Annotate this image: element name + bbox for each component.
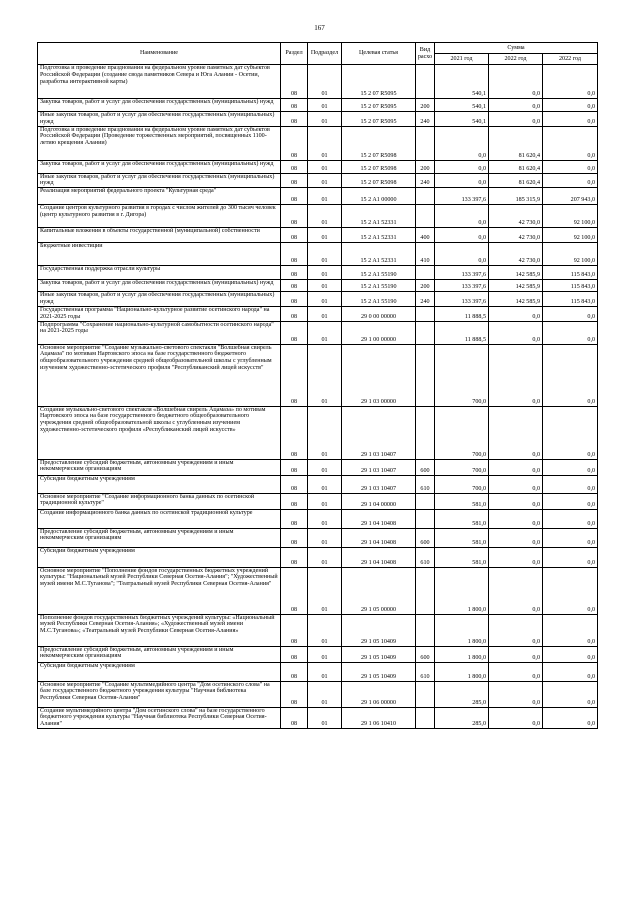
- row-section: 08: [281, 681, 308, 707]
- row-sum-2022: 0,0: [489, 406, 543, 459]
- row-sum-2022: 0,0: [489, 547, 543, 567]
- row-target-article: 29 1 05 10409: [342, 662, 416, 681]
- row-name: Создание центров культурного развития в городах с числом жителей до 300 тысяч человек (центр культурного развития в г. Дигора): [38, 205, 281, 228]
- table-row: [38, 344, 598, 406]
- row-subsection: 01: [308, 306, 342, 321]
- row-expense-type: [416, 205, 435, 228]
- row-section: 08: [281, 188, 308, 205]
- row-target-article: 15 2 A1 55190: [342, 280, 416, 292]
- row-sum-2022: 0,0: [489, 99, 543, 112]
- row-target-article: 29 1 03 00000: [342, 344, 416, 406]
- row-subsection: 01: [308, 160, 342, 173]
- row-name: Субсидии бюджетным учреждениям: [38, 547, 281, 567]
- row-subsection: 01: [308, 112, 342, 127]
- header-sum: Сумма: [435, 43, 598, 54]
- row-subsection: 01: [308, 280, 342, 292]
- row-target-article: 29 1 05 00000: [342, 567, 416, 614]
- row-target-article: 29 1 04 10408: [342, 528, 416, 547]
- row-subsection: 01: [308, 646, 342, 662]
- row-section: 08: [281, 280, 308, 292]
- row-sum-2021: 133 397,6: [435, 280, 489, 292]
- row-sum-2022b: 0,0: [543, 459, 598, 475]
- row-name: Субсидии бюджетным учреждениям: [38, 662, 281, 681]
- row-sum-2022: 0,0: [489, 646, 543, 662]
- row-sum-2021: 540,1: [435, 99, 489, 112]
- row-subsection: 01: [308, 614, 342, 646]
- row-sum-2022b: 0,0: [543, 707, 598, 728]
- row-expense-type: [416, 707, 435, 728]
- row-section: 08: [281, 173, 308, 188]
- row-sum-2021: 700,0: [435, 475, 489, 493]
- header-target: Целевая статья: [342, 43, 416, 65]
- row-sum-2022b: 0,0: [543, 547, 598, 567]
- budget-table: [37, 42, 598, 729]
- row-sum-2022b: 0,0: [543, 160, 598, 173]
- row-expense-type: 610: [416, 475, 435, 493]
- row-sum-2021: 133 397,6: [435, 266, 489, 280]
- row-subsection: 01: [308, 243, 342, 266]
- row-target-article: 15 2 07 R5098: [342, 126, 416, 160]
- row-subsection: 01: [308, 65, 342, 99]
- row-target-article: 15 2 07 R5098: [342, 173, 416, 188]
- row-section: 08: [281, 228, 308, 243]
- row-sum-2022b: 0,0: [543, 406, 598, 459]
- row-sum-2022: 0,0: [489, 459, 543, 475]
- row-expense-type: [416, 567, 435, 614]
- header-subsection: Подраздел: [308, 43, 342, 65]
- row-sum-2022: 42 730,0: [489, 228, 543, 243]
- header-section: Раздел: [281, 43, 308, 65]
- row-sum-2021: 11 888,5: [435, 321, 489, 344]
- row-sum-2022b: 0,0: [543, 567, 598, 614]
- row-name: Предоставление субсидий бюджетным, автономным учреждениям и иным некоммерческим организациям: [38, 646, 281, 662]
- row-sum-2022b: 0,0: [543, 528, 598, 547]
- row-section: 08: [281, 493, 308, 509]
- row-section: 08: [281, 243, 308, 266]
- row-subsection: 01: [308, 493, 342, 509]
- page-number: 167: [314, 24, 325, 32]
- row-target-article: 29 1 05 10409: [342, 646, 416, 662]
- row-section: 08: [281, 292, 308, 307]
- row-name: Подготовка и проведение празднования на федеральном уровне памятных дат субъектов Российской Федерации (создание свода памятников Севера и Юга Алании - Осетии, разработка интерактивной карты): [38, 65, 281, 99]
- table-row: [38, 614, 598, 646]
- row-sum-2022: 0,0: [489, 493, 543, 509]
- row-sum-2022b: 207 943,0: [543, 188, 598, 205]
- row-sum-2021: 540,1: [435, 65, 489, 99]
- row-subsection: 01: [308, 292, 342, 307]
- row-sum-2021: 0,0: [435, 228, 489, 243]
- table-row: [38, 280, 598, 292]
- row-sum-2021: 11 888,5: [435, 306, 489, 321]
- row-name: Государственная поддержка отрасли культуры: [38, 266, 281, 280]
- row-sum-2022: 81 620,4: [489, 160, 543, 173]
- table-row: [38, 406, 598, 459]
- row-expense-type: 410: [416, 243, 435, 266]
- row-target-article: 15 2 A1 00000: [342, 188, 416, 205]
- row-subsection: 01: [308, 188, 342, 205]
- row-subsection: 01: [308, 567, 342, 614]
- row-sum-2022: 0,0: [489, 475, 543, 493]
- row-sum-2022: 142 585,9: [489, 292, 543, 307]
- row-subsection: 01: [308, 707, 342, 728]
- row-name: Предоставление субсидий бюджетным, автономным учреждениям и иным некоммерческим организациям: [38, 528, 281, 547]
- row-target-article: 15 2 A1 52331: [342, 228, 416, 243]
- row-sum-2022b: 92 100,0: [543, 228, 598, 243]
- row-sum-2022: 142 585,9: [489, 266, 543, 280]
- row-target-article: 29 1 03 10407: [342, 459, 416, 475]
- row-sum-2021: 540,1: [435, 112, 489, 127]
- row-target-article: 15 2 07 R5095: [342, 65, 416, 99]
- row-sum-2022b: 0,0: [543, 493, 598, 509]
- table-row: [38, 266, 598, 280]
- row-target-article: 29 1 03 10407: [342, 475, 416, 493]
- row-sum-2022: 0,0: [489, 707, 543, 728]
- header-name: Наименование: [38, 43, 281, 65]
- row-target-article: 29 0 00 00000: [342, 306, 416, 321]
- row-name: Иные закупки товаров, работ и услуг для обеспечения государственных (муниципальных) нужд: [38, 112, 281, 127]
- row-name: Государственная программа "Национально-культурное развитие осетинского народа" на 2021-2025 годы: [38, 306, 281, 321]
- row-sum-2022b: 115 843,0: [543, 266, 598, 280]
- row-section: 08: [281, 475, 308, 493]
- row-expense-type: [416, 509, 435, 528]
- row-sum-2021: 1 800,0: [435, 646, 489, 662]
- row-sum-2022: 185 315,9: [489, 188, 543, 205]
- row-sum-2022: 0,0: [489, 614, 543, 646]
- row-name: Создание информационного банка данных по осетинской традиционной культуре: [38, 509, 281, 528]
- row-sum-2021: 0,0: [435, 173, 489, 188]
- row-subsection: 01: [308, 228, 342, 243]
- row-sum-2022: 42 730,0: [489, 205, 543, 228]
- row-sum-2022b: 0,0: [543, 112, 598, 127]
- row-name: Подготовка и проведение празднования на федеральном уровне памятных дат субъектов Российской Федерации (Проведение торжественных мероприятий, посвященных 1100-летию крещения Алании): [38, 126, 281, 160]
- table-row: [38, 306, 598, 321]
- row-name: Закупка товаров, работ и услуг для обеспечения государственных (муниципальных) нужд: [38, 280, 281, 292]
- row-target-article: 29 1 03 10407: [342, 406, 416, 459]
- row-section: 08: [281, 547, 308, 567]
- row-sum-2022b: 0,0: [543, 681, 598, 707]
- row-subsection: 01: [308, 406, 342, 459]
- table-row: [38, 681, 598, 707]
- row-sum-2022: 0,0: [489, 681, 543, 707]
- row-section: 08: [281, 99, 308, 112]
- row-expense-type: [416, 65, 435, 99]
- row-target-article: 15 2 A1 52331: [342, 243, 416, 266]
- row-subsection: 01: [308, 662, 342, 681]
- row-name: Основное мероприятие "Пополнение фондов государственных бюджетных учреждений культуры: "Национальный музей Республики Северная Осетия-Алания"; "Художественный музей имени М.С.Туганова"; "Театральный музей Республики Северная Осетия-Алания": [38, 567, 281, 614]
- row-target-article: 15 2 A1 55190: [342, 266, 416, 280]
- table-row: [38, 493, 598, 509]
- row-sum-2022b: 92 100,0: [543, 243, 598, 266]
- row-sum-2021: 133 397,6: [435, 292, 489, 307]
- row-sum-2021: 285,0: [435, 681, 489, 707]
- table-row: [38, 662, 598, 681]
- row-expense-type: [416, 614, 435, 646]
- row-sum-2022b: 0,0: [543, 321, 598, 344]
- row-section: 08: [281, 112, 308, 127]
- row-sum-2022: 81 620,4: [489, 126, 543, 160]
- row-sum-2022b: 0,0: [543, 99, 598, 112]
- row-name: Закупка товаров, работ и услуг для обеспечения государственных (муниципальных) нужд: [38, 160, 281, 173]
- row-subsection: 01: [308, 475, 342, 493]
- table-row: [38, 509, 598, 528]
- header-year-2022b: 2022 год: [543, 54, 598, 65]
- row-expense-type: 240: [416, 112, 435, 127]
- row-sum-2022b: 0,0: [543, 662, 598, 681]
- row-name: Реализация мероприятий федерального проекта "Культурная среда": [38, 188, 281, 205]
- row-sum-2022: 0,0: [489, 528, 543, 547]
- row-sum-2022b: 0,0: [543, 614, 598, 646]
- table-row: [38, 547, 598, 567]
- row-sum-2022b: 115 843,0: [543, 292, 598, 307]
- row-sum-2022b: 0,0: [543, 173, 598, 188]
- row-expense-type: [416, 493, 435, 509]
- row-subsection: 01: [308, 266, 342, 280]
- row-section: 08: [281, 160, 308, 173]
- row-name: Закупка товаров, работ и услуг для обеспечения государственных (муниципальных) нужд: [38, 99, 281, 112]
- row-section: 08: [281, 406, 308, 459]
- row-sum-2022: 0,0: [489, 65, 543, 99]
- table-row: [38, 243, 598, 266]
- row-sum-2022: 0,0: [489, 509, 543, 528]
- table-row: [38, 528, 598, 547]
- row-expense-type: 200: [416, 99, 435, 112]
- row-target-article: 15 2 A1 52331: [342, 205, 416, 228]
- table-row: [38, 173, 598, 188]
- row-expense-type: 610: [416, 662, 435, 681]
- table-row: [38, 112, 598, 127]
- row-target-article: 15 2 07 R5098: [342, 160, 416, 173]
- row-sum-2021: 285,0: [435, 707, 489, 728]
- row-section: 08: [281, 321, 308, 344]
- row-sum-2022: 0,0: [489, 321, 543, 344]
- row-name: Субсидии бюджетным учреждениям: [38, 475, 281, 493]
- row-subsection: 01: [308, 528, 342, 547]
- row-target-article: 29 1 04 00000: [342, 493, 416, 509]
- row-sum-2022: 0,0: [489, 662, 543, 681]
- row-sum-2022: 81 620,4: [489, 173, 543, 188]
- row-target-article: 29 1 06 00000: [342, 681, 416, 707]
- row-name: Пополнение фондов государственных бюджетных учреждений культуры: «Национальный музей Республики Северная Осетия-Алания»; «Художественный музей имени М.С.Туганова»; «Театральный музей Республики Северная Осетия-Алания»: [38, 614, 281, 646]
- table-row: [38, 646, 598, 662]
- row-sum-2022b: 0,0: [543, 509, 598, 528]
- row-name: Создание мультимедийного центра "Дом осетинского слова" на базе государственного бюджетного учреждения культуры "Научная библиотека Республики Северная Осетия-Алания": [38, 707, 281, 728]
- row-name: Предоставление субсидий бюджетным, автономным учреждениям и иным некоммерческим организациям: [38, 459, 281, 475]
- row-target-article: 15 2 A1 55190: [342, 292, 416, 307]
- row-subsection: 01: [308, 126, 342, 160]
- row-expense-type: [416, 406, 435, 459]
- row-expense-type: 240: [416, 173, 435, 188]
- row-name: Создание музыкально-светового спектакля «Волшебная свирель Ацамаза» по мотивам Нартовского эпоса на базе государственного бюджетного общеобразовательного учреждения средней общеобразовательной школы с углубленным изучением художественно-эстетического профиля «Республиканский лицей искусств»: [38, 406, 281, 459]
- row-subsection: 01: [308, 321, 342, 344]
- row-section: 08: [281, 266, 308, 280]
- row-expense-type: 600: [416, 528, 435, 547]
- row-expense-type: 400: [416, 228, 435, 243]
- row-expense-type: 600: [416, 646, 435, 662]
- row-sum-2021: 581,0: [435, 493, 489, 509]
- row-target-article: 29 1 04 10408: [342, 509, 416, 528]
- row-name: Основное мероприятие "Создание информационного банка данных по осетинской традиционной культуре": [38, 493, 281, 509]
- row-sum-2021: 0,0: [435, 160, 489, 173]
- row-sum-2021: 1 800,0: [435, 614, 489, 646]
- row-target-article: 29 1 06 10410: [342, 707, 416, 728]
- row-section: 08: [281, 126, 308, 160]
- row-subsection: 01: [308, 344, 342, 406]
- row-sum-2022: 0,0: [489, 112, 543, 127]
- row-section: 08: [281, 205, 308, 228]
- table-row: [38, 188, 598, 205]
- row-expense-type: 610: [416, 547, 435, 567]
- row-sum-2022b: 0,0: [543, 126, 598, 160]
- row-name: Иные закупки товаров, работ и услуг для обеспечения государственных (муниципальных) нужд: [38, 292, 281, 307]
- row-section: 08: [281, 567, 308, 614]
- row-sum-2021: 700,0: [435, 459, 489, 475]
- row-expense-type: [416, 188, 435, 205]
- table-row: [38, 459, 598, 475]
- row-expense-type: [416, 266, 435, 280]
- row-expense-type: 600: [416, 459, 435, 475]
- row-sum-2021: 0,0: [435, 126, 489, 160]
- table-row: [38, 205, 598, 228]
- row-section: 08: [281, 646, 308, 662]
- row-name: Иные закупки товаров, работ и услуг для обеспечения государственных (муниципальных) нужд: [38, 173, 281, 188]
- row-sum-2021: 581,0: [435, 509, 489, 528]
- row-expense-type: [416, 321, 435, 344]
- row-sum-2022b: 0,0: [543, 646, 598, 662]
- row-sum-2021: 0,0: [435, 243, 489, 266]
- row-section: 08: [281, 65, 308, 99]
- table-row: [38, 321, 598, 344]
- row-section: 08: [281, 528, 308, 547]
- row-section: 08: [281, 662, 308, 681]
- row-sum-2021: 1 800,0: [435, 662, 489, 681]
- row-expense-type: [416, 126, 435, 160]
- row-section: 08: [281, 344, 308, 406]
- header-year-2022: 2022 год: [489, 54, 543, 65]
- row-sum-2021: 1 800,0: [435, 567, 489, 614]
- row-name: Подпрограмма "Сохранение национально-культурной самобытности осетинского народа" на 2021-2025 годы: [38, 321, 281, 344]
- row-expense-type: [416, 681, 435, 707]
- row-subsection: 01: [308, 173, 342, 188]
- table-row: [38, 126, 598, 160]
- row-name: Основное мероприятие "Создание музыкально-светового спектакля "Волшебная свирель Ацамаза" по мотивам Нартовского эпоса на базе государственного бюджетного общеобразовательного учреждения средней общеобразовательной школы с углубленным изучением художественно-эстетического профиля "Республиканский лицей искусств": [38, 344, 281, 406]
- row-section: 08: [281, 509, 308, 528]
- row-subsection: 01: [308, 509, 342, 528]
- row-sum-2022: 0,0: [489, 306, 543, 321]
- row-sum-2022b: 0,0: [543, 306, 598, 321]
- row-target-article: 29 1 00 00000: [342, 321, 416, 344]
- row-target-article: 15 2 07 R5095: [342, 99, 416, 112]
- row-name: Основное мероприятие "Создание мультимедийного центра "Дом осетинского слова" на базе государственного бюджетного учреждения культуры "Научная библиотека Республики Северная Осетия-Алания": [38, 681, 281, 707]
- row-sum-2021: 700,0: [435, 406, 489, 459]
- table-row: [38, 160, 598, 173]
- table-row: [38, 292, 598, 307]
- table-row: [38, 707, 598, 728]
- row-sum-2022b: 115 843,0: [543, 280, 598, 292]
- table-row: [38, 475, 598, 493]
- row-section: 08: [281, 614, 308, 646]
- table-row: [38, 228, 598, 243]
- table-row: [38, 65, 598, 99]
- row-sum-2022b: 0,0: [543, 344, 598, 406]
- header-expense-type: Вид расхо: [416, 43, 435, 65]
- row-section: 08: [281, 707, 308, 728]
- row-sum-2022b: 0,0: [543, 65, 598, 99]
- row-subsection: 01: [308, 205, 342, 228]
- table-row: [38, 99, 598, 112]
- row-sum-2022: 42 730,0: [489, 243, 543, 266]
- row-sum-2022b: 92 100,0: [543, 205, 598, 228]
- row-sum-2021: 581,0: [435, 528, 489, 547]
- row-subsection: 01: [308, 99, 342, 112]
- row-sum-2021: 133 397,6: [435, 188, 489, 205]
- row-sum-2022b: 0,0: [543, 475, 598, 493]
- row-target-article: 29 1 05 10409: [342, 614, 416, 646]
- row-sum-2022: 0,0: [489, 344, 543, 406]
- row-target-article: 29 1 04 10408: [342, 547, 416, 567]
- row-expense-type: 200: [416, 160, 435, 173]
- row-expense-type: 200: [416, 280, 435, 292]
- row-subsection: 01: [308, 459, 342, 475]
- row-name: Капитальные вложения в объекты государственной (муниципальной) собственности: [38, 228, 281, 243]
- row-name: Бюджетные инвестиции: [38, 243, 281, 266]
- header-year-2021: 2021 год: [435, 54, 489, 65]
- row-section: 08: [281, 459, 308, 475]
- row-section: 08: [281, 306, 308, 321]
- row-subsection: 01: [308, 681, 342, 707]
- row-expense-type: [416, 306, 435, 321]
- row-sum-2021: 700,0: [435, 344, 489, 406]
- row-subsection: 01: [308, 547, 342, 567]
- row-target-article: 15 2 07 R5095: [342, 112, 416, 127]
- row-sum-2022: 0,0: [489, 567, 543, 614]
- row-sum-2021: 581,0: [435, 547, 489, 567]
- row-expense-type: [416, 344, 435, 406]
- row-sum-2021: 0,0: [435, 205, 489, 228]
- table-row: [38, 567, 598, 614]
- row-expense-type: 240: [416, 292, 435, 307]
- row-sum-2022: 142 585,9: [489, 280, 543, 292]
